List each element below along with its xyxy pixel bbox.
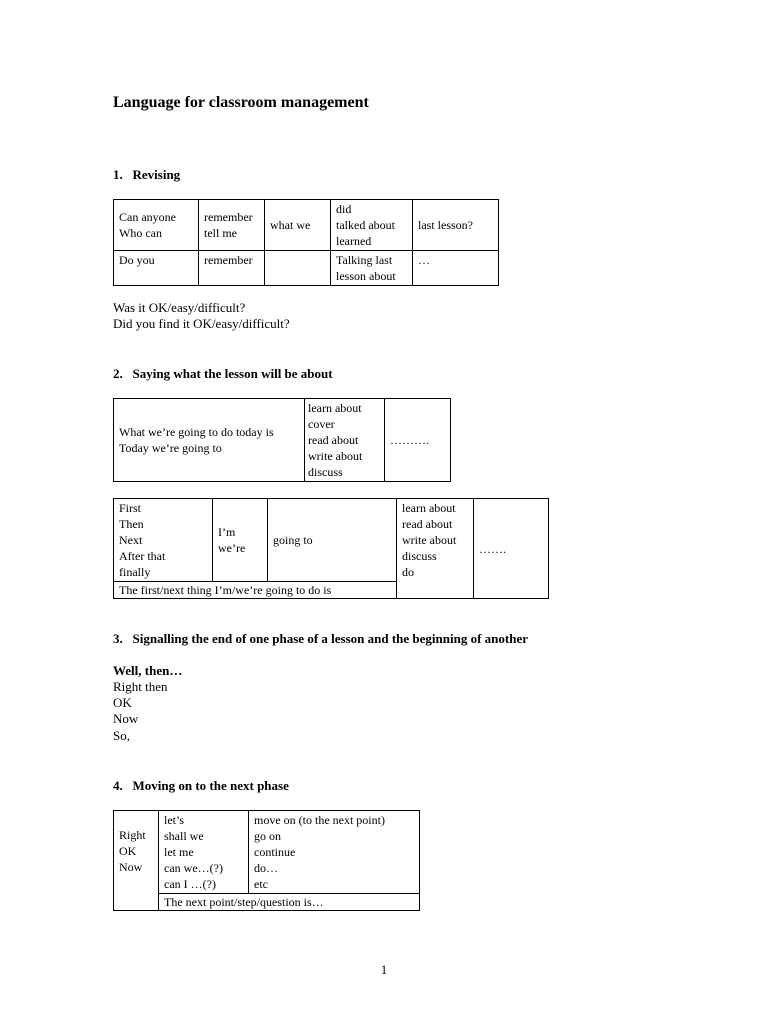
moving-on-table [113,810,420,911]
section-3-heading: 3. Signalling the end of one phase of a lesson and the beginning of another [113,631,528,646]
moving-on-cell: Right OK Now [114,811,159,911]
lesson-about-cell: What we’re going to do today is Today we’re going to [114,399,305,482]
revising-line: Was it OK/easy/difficult? [113,300,246,315]
revising-line: Did you find it OK/easy/difficult? [113,316,290,331]
revising-cell [265,251,331,286]
sequence-bottom-cell: The first/next thing I’m/we’re going to do is [114,582,397,599]
revising-cell: … [413,251,499,286]
lesson-about-cell: ………. [385,399,451,482]
document-title: Language for classroom management [113,94,369,111]
signal-phrase: Now [113,711,139,726]
revising-table [113,199,499,286]
moving-on-bottom-cell: The next point/step/question is… [159,894,420,911]
sequence-cell: going to [268,499,397,582]
sequence-cell: First Then Next After that finally [114,499,213,582]
revising-cell: Do you [114,251,199,286]
revising-cell: last lesson? [413,200,499,251]
section-4-heading: 4. Moving on to the next phase [113,778,289,793]
signal-phrase: OK [113,695,132,710]
signal-phrase: So, [113,728,130,743]
signal-phrase-bold: Well, then… [113,663,183,678]
page-number: 1 [380,962,388,977]
section-1-heading: 1. Revising [113,167,181,182]
moving-on-cell: let’s shall we let me can we…(?) can I …(?) [159,811,249,894]
sequence-cell: I’m we’re [213,499,268,582]
lesson-about-table [113,398,451,482]
sequence-cell: ……. [474,499,549,599]
revising-cell: remember [199,251,265,286]
revising-cell: Talking last lesson about [331,251,413,286]
section-2-heading: 2. Saying what the lesson will be about [113,366,333,381]
sequence-table [113,498,549,599]
revising-cell: did talked about learned [331,200,413,251]
revising-cell: Can anyone Who can [114,200,199,251]
sequence-cell: learn about read about write about discuss do [397,499,474,599]
revising-cell: remember tell me [199,200,265,251]
signal-phrase: Right then [113,679,168,694]
moving-on-cell: move on (to the next point) go on continue do… etc [249,811,420,894]
lesson-about-cell: learn about cover read about write about discuss [305,399,385,482]
revising-cell: what we [265,200,331,251]
